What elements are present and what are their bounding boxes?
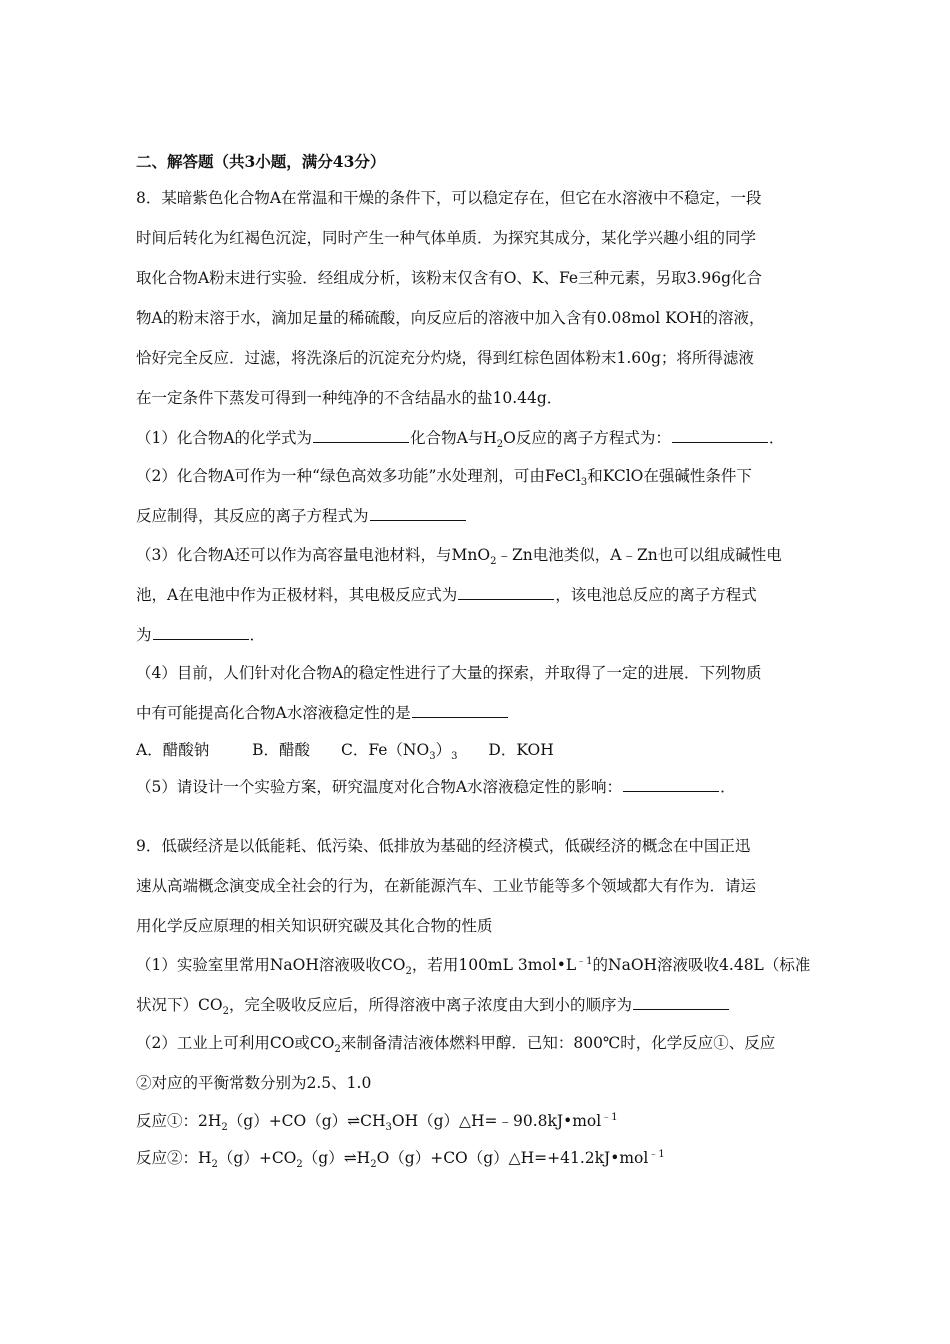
subscript: 2 — [490, 556, 497, 568]
q9-p2-text: （2）工业上可利用CO或CO — [136, 1034, 335, 1052]
q8-p3-text: 池，A在电池中作为正极材料，其电极反应式为 — [136, 586, 458, 604]
q9-p1-text: ，完全吸收反应后，所得溶液中离子浓度由大到小的顺序为 — [228, 996, 632, 1014]
q9-part2 — [136, 1033, 816, 1056]
q8-stem-line: 8．某暗紫色化合物A在常温和干燥的条件下，可以稳定存在，但它在水溶液中不稳定，一段 — [136, 189, 762, 207]
answer-blank[interactable] — [672, 428, 768, 443]
q9-part1 — [136, 955, 816, 978]
reaction-2 — [136, 1148, 816, 1171]
reaction-text: OH（g）△H=﹣90.8kJ•mol — [391, 1112, 602, 1130]
option-a[interactable]: A．醋酸钠 — [136, 741, 210, 759]
q8-p5-text: ． — [720, 778, 736, 796]
reaction-text: O（g）+CO（g）△H=+41.2kJ•mol — [376, 1149, 649, 1167]
subscript: 2 — [370, 1159, 377, 1171]
q8-p2-text: 反应制得，其反应的离子方程式为 — [136, 507, 369, 525]
reaction-1 — [136, 1111, 816, 1134]
answer-blank[interactable] — [153, 625, 249, 640]
q8-part2-cont — [136, 506, 816, 526]
subscript: 2 — [334, 1044, 341, 1056]
q8-p5-text: （5）请设计一个实验方案，研究温度对化合物A水溶液稳定性的影响： — [136, 778, 623, 796]
reaction-text: 反应①：2H — [136, 1112, 222, 1130]
q8-part3-cont — [136, 625, 816, 645]
q8-part4: （4）目前，人们针对化合物A的稳定性进行了大量的探索，并取得了一定的进展．下列物质 — [136, 664, 762, 682]
q9-stem-line: 用化学反应原理的相关知识研究碳及其化合物的性质 — [136, 917, 493, 935]
q8-part3-cont — [136, 585, 816, 605]
q8-part1 — [136, 428, 816, 451]
q8-p1-text: （1）化合物A的化学式为 — [136, 429, 313, 447]
q8-part2 — [136, 466, 816, 489]
q8-p1-text: O反应的离子方程式为： — [503, 429, 671, 447]
q8-p3-text: ﹣Zn电池类似，A﹣Zn也可以组成碱性电 — [496, 546, 782, 564]
subscript: 2 — [211, 1159, 218, 1171]
q8-options — [136, 740, 816, 763]
q8-stem-line: 恰好完全反应．过滤，将洗涤后的沉淀充分灼烧，得到红棕色固体粉末1.60g；将所得滤液 — [136, 349, 754, 367]
q8-p3-text: （3）化合物A还可以作为高容量电池材料，与MnO — [136, 546, 491, 564]
q8-stem-line: 在一定条件下蒸发可得到一种纯净的不含结晶水的盐10.44g． — [136, 389, 563, 407]
q8-p4-text: 中有可能提高化合物A水溶液稳定性的是 — [136, 704, 411, 722]
q9-p1-text: （1）实验室里常用NaOH溶液吸收CO — [136, 956, 406, 974]
superscript: ﹣1 — [576, 955, 593, 967]
q9-stem-line: 9．低碳经济是以低能耗、低污染、低排放为基础的经济模式，低碳经济的概念在中国正迅 — [136, 837, 751, 855]
q8-p2-text: （2）化合物A可作为一种“绿色高效多功能”水处理剂，可由FeCl — [136, 467, 581, 485]
answer-blank[interactable] — [370, 506, 466, 521]
q8-stem-line: 时间后转化为红褐色沉淀，同时产生一种气体单质．为探究其成分，某化学兴趣小组的同学 — [136, 229, 757, 247]
section-title: 二、解答题（共3小题，满分43分） — [136, 152, 386, 171]
answer-blank[interactable] — [623, 777, 719, 792]
q8-p2-text: 和KClO在强碱性条件下 — [587, 467, 752, 485]
subscript: 2 — [405, 966, 412, 978]
subscript: 3 — [580, 477, 588, 489]
q9-stem-line: 速从高端概念演变成全社会的行为，在新能源汽车、工业节能等多个领域都大有作为．请运 — [136, 877, 757, 895]
subscript: 3 — [429, 751, 436, 763]
reaction-text: （g）+CO — [217, 1149, 297, 1167]
superscript: ﹣1 — [648, 1148, 665, 1160]
q9-p1-text: 的NaOH溶液吸收4.48L（标准 — [592, 956, 811, 974]
subscript: 2 — [222, 1006, 229, 1018]
q9-p1-text: 状况下）CO — [136, 996, 223, 1014]
subscript: 2 — [496, 439, 504, 451]
subscript: 2 — [296, 1159, 303, 1171]
reaction-text: （g）+CO（g）⇌CH — [227, 1112, 386, 1130]
q8-stem-line: 物A的粉末溶于水，滴加足量的稀硫酸，向反应后的溶液中加入含有0.08mol KOH的溶液， — [136, 309, 765, 327]
superscript: ﹣1 — [601, 1111, 618, 1123]
q8-p3-text: ． — [249, 626, 266, 644]
q9-p2-text: 来制备清洁液体燃料甲醇．已知：800℃时，化学反应①、反应 — [340, 1034, 776, 1052]
option-c[interactable] — [340, 740, 458, 763]
option-b[interactable]: B．醋酸 — [252, 741, 311, 759]
q8-part5 — [136, 777, 816, 797]
answer-blank[interactable] — [412, 703, 508, 718]
option-c-text: C．Fe（NO — [340, 741, 430, 759]
q8-p1-text: ． — [768, 429, 785, 447]
answer-blank[interactable] — [633, 995, 729, 1010]
q9-part1-cont — [136, 995, 816, 1018]
reaction-text: 反应②：H — [136, 1149, 212, 1167]
subscript: 2 — [221, 1122, 228, 1134]
q9-part2-cont: ②对应的平衡常数分别为2.5、1.0 — [136, 1074, 372, 1092]
q8-p3-text: ，该电池总反应的离子方程式 — [555, 586, 757, 604]
subscript: 3 — [385, 1122, 392, 1134]
q8-part3 — [136, 545, 816, 568]
q8-stem-line: 取化合物A粉末进行实验．经组成分析，该粉末仅含有O、K、Fe三种元素，另取3.96g化合 — [136, 269, 762, 287]
q8-p1-text: 化合物A与H — [410, 429, 497, 447]
reaction-text: （g）⇌H — [302, 1149, 371, 1167]
answer-blank[interactable] — [313, 428, 409, 443]
q9-p1-text: ，若用100mL 3mol•L — [411, 956, 577, 974]
subscript: 3 — [451, 751, 458, 763]
answer-blank[interactable] — [458, 585, 554, 600]
q8-part4-cont — [136, 703, 816, 723]
option-d[interactable]: D．KOH — [488, 741, 554, 759]
option-c-text: ） — [435, 741, 452, 759]
q8-p3-text: 为 — [136, 626, 152, 644]
